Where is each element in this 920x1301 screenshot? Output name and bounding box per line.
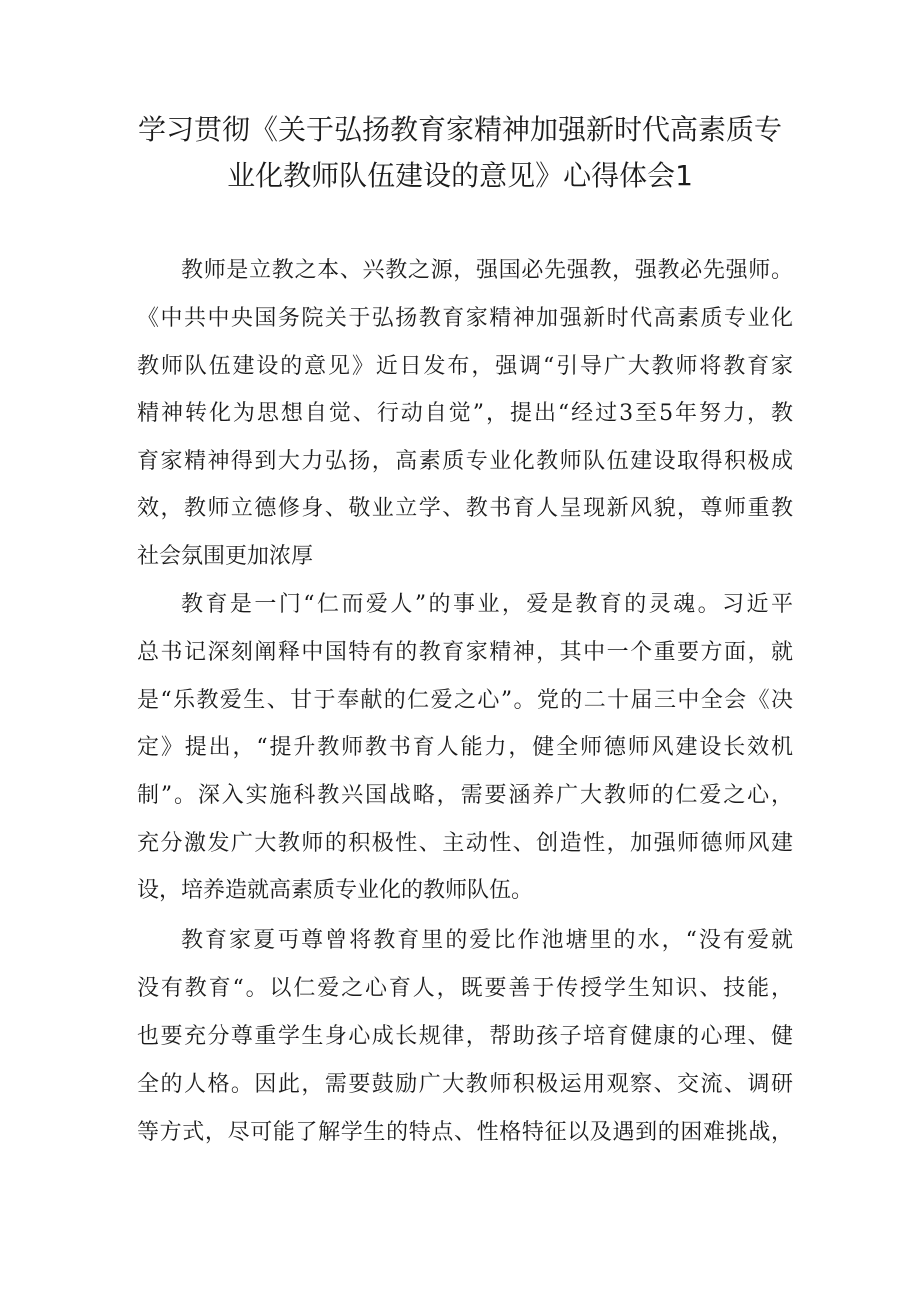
paragraph-line: 制”。深入实施科教兴国战略，需要涵养广大教师的仁爱之心， bbox=[137, 783, 793, 808]
paragraph-line: 精神转化为思想自觉、行动自觉”，提出“经过3至5年努力，教 bbox=[137, 401, 793, 426]
paragraph-line: 教育是一门“仁而爱人”的事业，爱是教育的灵魂。习近平 bbox=[181, 592, 793, 617]
document-title-line-1: 学习贯彻《关于弘扬教育家精神加强新时代高素质专 bbox=[137, 113, 782, 146]
paragraph-line: 效，教师立德修身、敬业立学、教书育人呈现新风貌，尊师重教 bbox=[137, 496, 793, 521]
paragraph-line: 等方式，尽可能了解学生的特点、性格特征以及遇到的困难挑战， bbox=[137, 1120, 793, 1145]
paragraph-line: 总书记深刻阐释中国特有的教育家精神，其中一个重要方面，就 bbox=[137, 640, 793, 665]
paragraph-line: 育家精神得到大力弘扬，高素质专业化教师队伍建设取得积极成 bbox=[137, 449, 793, 474]
paragraph-line: 教育家夏丏尊曾将教育里的爱比作池塘里的水，“没有爱就 bbox=[181, 928, 793, 953]
paragraph-line: 《中共中央国务院关于弘扬教育家精神加强新时代高素质专业化 bbox=[137, 306, 793, 331]
paragraph-line: 也要充分尊重学生身心成长规律，帮助孩子培育健康的心理、健 bbox=[137, 1024, 793, 1049]
paragraph-line: 定》提出，“提升教师教书育人能力，健全师德师风建设长效机 bbox=[137, 735, 793, 760]
paragraph-line: 社会氛围更加浓厚 bbox=[137, 544, 314, 569]
paragraph-line: 教师是立教之本、兴教之源，强国必先强教，强教必先强师。 bbox=[181, 258, 793, 283]
document-title-line-2: 业化教师队伍建设的意见》心得体会1 bbox=[227, 159, 693, 192]
paragraph-line: 设，培养造就高素质专业化的教师队伍。 bbox=[137, 878, 534, 903]
paragraph-line: 是“乐教爱生、甘于奉献的仁爱之心”。党的二十届三中全会《决 bbox=[137, 688, 793, 713]
paragraph-line: 充分激发广大教师的积极性、主动性、创造性，加强师德师风建 bbox=[137, 831, 793, 856]
paragraph-line: 全的人格。因此，需要鼓励广大教师积极运用观察、交流、调研 bbox=[137, 1072, 793, 1097]
paragraph-line: 教师队伍建设的意见》近日发布，强调“引导广大教师将教育家 bbox=[137, 354, 793, 379]
paragraph-line: 没有教育“。以仁爱之心育人，既要善于传授学生知识、技能， bbox=[137, 976, 793, 1001]
